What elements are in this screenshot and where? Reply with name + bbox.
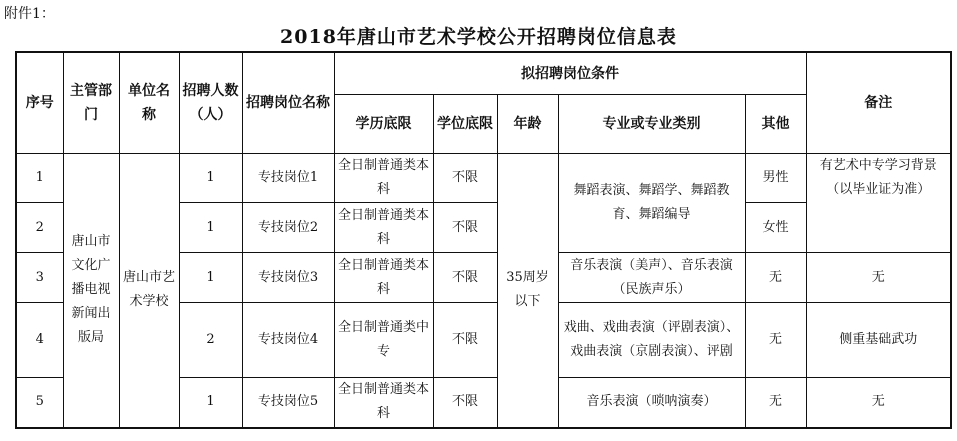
header-no: 序号: [16, 52, 63, 154]
header-post: 招聘岗位名称: [242, 52, 334, 154]
header-unit: 单位名称: [119, 52, 179, 154]
cell-edu: 全日制普通类本科: [334, 154, 433, 203]
cell-post: 专技岗位2: [242, 203, 334, 253]
header-dept: 主管部门: [63, 52, 119, 154]
header-major: 专业或专业类别: [558, 95, 745, 154]
cell-post: 专技岗位4: [242, 303, 334, 378]
cell-count: 1: [179, 203, 242, 253]
cell-other: 女性: [745, 203, 806, 253]
cell-degree: 不限: [433, 303, 497, 378]
cell-age: 35周岁以下: [497, 154, 558, 428]
page-title: 2018年唐山市艺术学校公开招聘岗位信息表: [280, 26, 677, 48]
cell-other: 无: [745, 303, 806, 378]
cell-edu: 全日制普通类本科: [334, 253, 433, 303]
cell-post: 专技岗位5: [242, 378, 334, 428]
cell-edu: 全日制普通类本科: [334, 203, 433, 253]
table-row: [16, 154, 951, 203]
cell-dept: 唐山市文化广播电视新闻出版局: [63, 154, 119, 428]
cell-degree: 不限: [433, 378, 497, 428]
header-edu: 学历底限: [334, 95, 433, 154]
recruitment-table: [15, 51, 952, 429]
cell-count: 2: [179, 303, 242, 378]
cell-no: 2: [16, 203, 63, 253]
cell-other: 男性: [745, 154, 806, 203]
cell-major: 舞蹈表演、舞蹈学、舞蹈教育、舞蹈编导: [558, 154, 745, 253]
cell-count: 1: [179, 253, 242, 303]
cell-degree: 不限: [433, 253, 497, 303]
cell-major: 音乐表演（美声）、音乐表演（民族声乐）: [558, 253, 745, 303]
cell-count: 1: [179, 378, 242, 428]
cell-edu: 全日制普通类中专: [334, 303, 433, 378]
cell-no: 1: [16, 154, 63, 203]
cell-no: 5: [16, 378, 63, 428]
cell-unit: 唐山市艺术学校: [119, 154, 179, 428]
cell-post: 专技岗位1: [242, 154, 334, 203]
cell-no: 3: [16, 253, 63, 303]
cell-major: 戏曲、戏曲表演（评剧表演）、戏曲表演（京剧表演）、评剧: [558, 303, 745, 378]
cell-remark: 无: [806, 378, 951, 428]
cell-remark: 无: [806, 253, 951, 303]
attachment-label: 附件1：: [4, 6, 55, 22]
header-degree: 学位底限: [433, 95, 497, 154]
cell-other: 无: [745, 378, 806, 428]
cell-other: 无: [745, 253, 806, 303]
cell-count: 1: [179, 154, 242, 203]
header-other: 其他: [745, 95, 806, 154]
header-age: 年龄: [497, 95, 558, 154]
cell-major: 音乐表演（唢呐演奏）: [558, 378, 745, 428]
header-count: 招聘人数（人）: [179, 52, 242, 154]
cell-edu: 全日制普通类本科: [334, 378, 433, 428]
cell-degree: 不限: [433, 154, 497, 203]
header-remark: 备注: [806, 52, 951, 154]
cell-post: 专技岗位3: [242, 253, 334, 303]
cell-remark: 侧重基础武功: [806, 303, 951, 378]
header-conditions: 拟招聘岗位条件: [334, 52, 806, 95]
cell-no: 4: [16, 303, 63, 378]
cell-remark: 有艺术中专学习背景（以毕业证为准）: [806, 154, 951, 253]
cell-degree: 不限: [433, 203, 497, 253]
